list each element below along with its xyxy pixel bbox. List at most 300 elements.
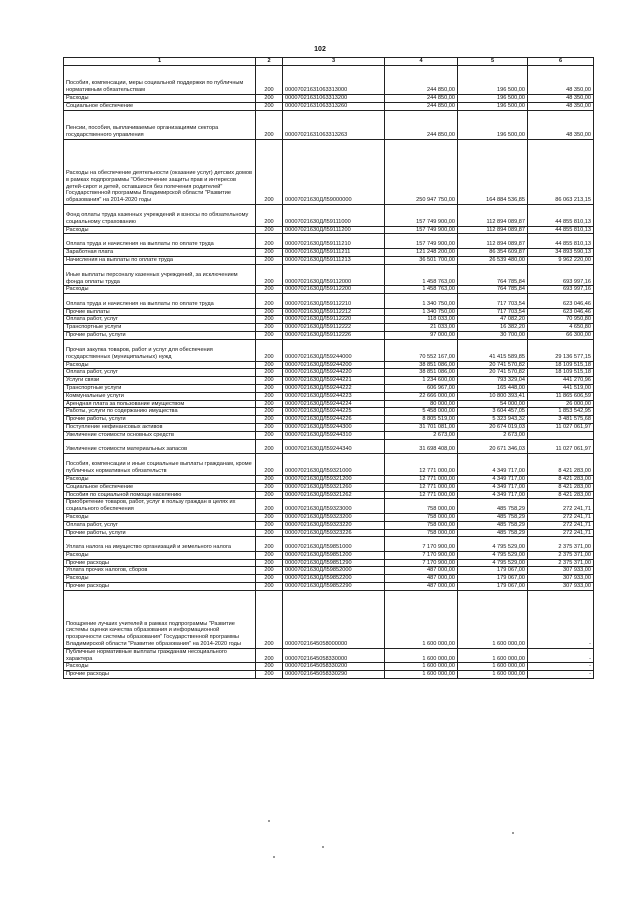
- cell-code: 200: [256, 110, 283, 139]
- cell-code: 200: [256, 483, 283, 491]
- cell-v5: 717 703,54: [458, 308, 528, 316]
- cell-v6: 44 855 810,13: [528, 226, 594, 234]
- cell-name: Коммунальные услуги: [64, 392, 256, 400]
- cell-v4: 244 850,00: [385, 102, 458, 110]
- cell-v4: 8 805 519,00: [385, 416, 458, 424]
- table-row: [64, 582, 594, 590]
- cell-kbk: 00007021630ДЛ59851290: [283, 559, 385, 567]
- cell-v5: 165 448,00: [458, 385, 528, 393]
- table-row: [64, 590, 594, 648]
- cell-name: Приобретение товаров, работ, услуг в пользу граждан в целях их социального обеспечения: [64, 499, 256, 514]
- cell-code: 200: [256, 324, 283, 332]
- cell-kbk: 00007021630ДЛ59321200: [283, 475, 385, 483]
- cell-code: 200: [256, 400, 283, 408]
- cell-name: Пособия, компенсации, меры социальной поддержки по публичным нормативным обязательствам: [64, 66, 256, 95]
- cell-v6: 623 046,46: [528, 294, 594, 309]
- cell-code: 200: [256, 95, 283, 103]
- cell-code: 200: [256, 332, 283, 340]
- cell-code: 200: [256, 139, 283, 204]
- table-row: [64, 377, 594, 385]
- table-row: [64, 264, 594, 286]
- cell-code: 200: [256, 499, 283, 514]
- table-row: [64, 226, 594, 234]
- cell-code: 200: [256, 424, 283, 432]
- cell-kbk: 00007021645058330290: [283, 671, 385, 679]
- cell-kbk: 00007021630ДЛ59244300: [283, 424, 385, 432]
- scan-speck: [322, 846, 324, 848]
- table-row: [64, 551, 594, 559]
- cell-kbk: 00007021630ДЛ59111210: [283, 234, 385, 249]
- cell-kbk: 00007021630ДЛ59244340: [283, 439, 385, 454]
- table-row: [64, 248, 594, 256]
- cell-kbk: 00007021630ДЛ59244220: [283, 369, 385, 377]
- cell-v6: 18 109 515,18: [528, 361, 594, 369]
- cell-v6: 29 136 577,15: [528, 339, 594, 361]
- cell-v4: 121 248 200,00: [385, 248, 458, 256]
- cell-v6: 272 241,71: [528, 529, 594, 537]
- cell-v6: 11 865 606,59: [528, 392, 594, 400]
- cell-name: Прочие расходы: [64, 559, 256, 567]
- table-row: [64, 499, 594, 514]
- scan-speck: [268, 820, 270, 822]
- cell-name: Фонд оплаты труда казенных учреждений и взносы по обязательному социальному страхованию: [64, 204, 256, 226]
- cell-v4: 1 234 600,00: [385, 377, 458, 385]
- cell-v4: 12 771 000,00: [385, 475, 458, 483]
- scan-speck: [512, 832, 514, 834]
- cell-v6: 693 997,16: [528, 264, 594, 286]
- cell-kbk: 00007021630ДЛ59111211: [283, 248, 385, 256]
- header-cell: 6: [528, 58, 594, 66]
- cell-v6: 9 962 220,00: [528, 256, 594, 264]
- cell-name: Пенсии, пособия, выплачиваемые организациями сектора государственного управления: [64, 110, 256, 139]
- cell-kbk: 00007021630ДЛ59321260: [283, 483, 385, 491]
- cell-v5: 1 600 000,00: [458, 671, 528, 679]
- cell-code: 200: [256, 671, 283, 679]
- cell-v4: 7 170 900,00: [385, 537, 458, 552]
- cell-name: Оплата труда и начисления на выплаты по оплате труда: [64, 294, 256, 309]
- cell-name: Прочие работы, услуги: [64, 332, 256, 340]
- table-row: [64, 308, 594, 316]
- cell-kbk: 00007021631063313000: [283, 66, 385, 95]
- cell-code: 200: [256, 102, 283, 110]
- cell-v5: 30 700,00: [458, 332, 528, 340]
- cell-name: Прочие выплаты: [64, 308, 256, 316]
- table-row: [64, 559, 594, 567]
- cell-v6: 8 421 283,00: [528, 483, 594, 491]
- cell-v4: 38 851 086,00: [385, 361, 458, 369]
- cell-v4: 244 850,00: [385, 66, 458, 95]
- cell-v5: 47 082,20: [458, 316, 528, 324]
- cell-name: Транспортные услуги: [64, 385, 256, 393]
- cell-kbk: 00007021630ДЛ59323226: [283, 529, 385, 537]
- cell-code: 200: [256, 537, 283, 552]
- cell-code: 200: [256, 204, 283, 226]
- cell-code: 200: [256, 308, 283, 316]
- cell-v6: 34 893 590,13: [528, 248, 594, 256]
- cell-name: Услуги связи: [64, 377, 256, 385]
- cell-v4: 1 458 763,00: [385, 264, 458, 286]
- cell-kbk: 00007021630ДЛ59000000: [283, 139, 385, 204]
- scan-speck: [273, 856, 275, 858]
- cell-name: Оплата труда и начисления на выплаты по оплате труда: [64, 234, 256, 249]
- table-row: [64, 95, 594, 103]
- cell-v4: 36 501 700,00: [385, 256, 458, 264]
- table-row: [64, 102, 594, 110]
- cell-code: 200: [256, 226, 283, 234]
- table-row: [64, 424, 594, 432]
- cell-v6: 2 375 371,00: [528, 559, 594, 567]
- cell-kbk: 00007021645058000000: [283, 590, 385, 648]
- cell-v6: 48 350,00: [528, 95, 594, 103]
- cell-code: 200: [256, 491, 283, 499]
- cell-v5: 20 741 570,82: [458, 361, 528, 369]
- cell-v5: 5 323 943,32: [458, 416, 528, 424]
- cell-v4: 2 673,00: [385, 431, 458, 439]
- cell-kbk: 00007021630ДЛ59112226: [283, 332, 385, 340]
- cell-name: Расходы: [64, 361, 256, 369]
- cell-v5: 179 067,00: [458, 567, 528, 575]
- cell-code: 200: [256, 431, 283, 439]
- table-row: [64, 521, 594, 529]
- cell-v4: 487 000,00: [385, 567, 458, 575]
- cell-v6: 44 855 810,13: [528, 204, 594, 226]
- cell-v4: 31 698 408,00: [385, 439, 458, 454]
- cell-v4: 606 967,00: [385, 385, 458, 393]
- cell-v6: 8 421 283,00: [528, 491, 594, 499]
- cell-v6: 11 027 061,97: [528, 439, 594, 454]
- cell-code: 200: [256, 66, 283, 95]
- cell-name: Оплата работ, услуг: [64, 369, 256, 377]
- cell-v6: 272 241,71: [528, 513, 594, 521]
- table-row: [64, 204, 594, 226]
- cell-name: Социальное обеспечение: [64, 102, 256, 110]
- cell-v6: 48 350,00: [528, 102, 594, 110]
- cell-v4: 7 170 900,00: [385, 551, 458, 559]
- cell-code: 200: [256, 454, 283, 476]
- cell-code: 200: [256, 248, 283, 256]
- cell-kbk: 00007021630ДЛ59111000: [283, 204, 385, 226]
- cell-kbk: 00007021630ДЛ59244223: [283, 392, 385, 400]
- cell-v6: -: [528, 663, 594, 671]
- cell-name: Прочие работы, услуги: [64, 416, 256, 424]
- cell-name: Публичные нормативные выплаты гражданам несоциального характера: [64, 648, 256, 663]
- header-cell: 2: [256, 58, 283, 66]
- table-row: [64, 513, 594, 521]
- cell-v4: 7 170 900,00: [385, 559, 458, 567]
- cell-v5: 764 785,84: [458, 286, 528, 294]
- cell-name: Прочие работы, услуги: [64, 529, 256, 537]
- cell-code: 200: [256, 339, 283, 361]
- cell-kbk: 00007021630ДЛ59851000: [283, 537, 385, 552]
- cell-kbk: 00007021631063313260: [283, 102, 385, 110]
- cell-v4: 244 850,00: [385, 110, 458, 139]
- cell-v5: 793 329,04: [458, 377, 528, 385]
- cell-code: 200: [256, 294, 283, 309]
- cell-v4: 244 850,00: [385, 95, 458, 103]
- cell-v5: 20 741 570,82: [458, 369, 528, 377]
- cell-v5: 86 354 609,87: [458, 248, 528, 256]
- cell-v6: 272 241,71: [528, 521, 594, 529]
- cell-v4: 487 000,00: [385, 575, 458, 583]
- table-row: [64, 529, 594, 537]
- page-number: 102: [314, 46, 326, 53]
- cell-code: 200: [256, 264, 283, 286]
- cell-kbk: 00007021645058330000: [283, 648, 385, 663]
- cell-v5: 179 067,00: [458, 575, 528, 583]
- cell-v6: 2 375 371,00: [528, 537, 594, 552]
- cell-v6: 48 350,00: [528, 110, 594, 139]
- cell-v6: 2 375 371,00: [528, 551, 594, 559]
- cell-kbk: 00007021630ДЛ59852200: [283, 575, 385, 583]
- cell-v4: 487 000,00: [385, 582, 458, 590]
- cell-name: Расходы: [64, 226, 256, 234]
- cell-kbk: 00007021630ДЛ59244226: [283, 416, 385, 424]
- cell-v4: 758 000,00: [385, 521, 458, 529]
- table-row: [64, 110, 594, 139]
- cell-v4: 1 600 000,00: [385, 590, 458, 648]
- cell-v5: 112 894 089,87: [458, 234, 528, 249]
- cell-v6: 11 027 061,97: [528, 424, 594, 432]
- cell-v4: 1 458 763,00: [385, 286, 458, 294]
- header-cell: 5: [458, 58, 528, 66]
- cell-v4: 80 000,00: [385, 400, 458, 408]
- cell-code: 200: [256, 256, 283, 264]
- cell-code: 200: [256, 377, 283, 385]
- cell-code: 200: [256, 590, 283, 648]
- cell-code: 200: [256, 575, 283, 583]
- cell-v6: [528, 431, 594, 439]
- cell-code: 200: [256, 361, 283, 369]
- cell-kbk: 00007021630ДЛ59112222: [283, 324, 385, 332]
- table-row: [64, 431, 594, 439]
- table-row: [64, 567, 594, 575]
- cell-name: Расходы: [64, 475, 256, 483]
- header-cell: 1: [64, 58, 256, 66]
- cell-v6: 441 270,96: [528, 377, 594, 385]
- cell-v5: 196 500,00: [458, 95, 528, 103]
- cell-v6: 693 997,16: [528, 286, 594, 294]
- cell-v4: 12 771 000,00: [385, 454, 458, 476]
- table-row: [64, 234, 594, 249]
- cell-v5: 112 894 089,87: [458, 204, 528, 226]
- cell-name: Увеличение стоимости основных средств: [64, 431, 256, 439]
- cell-name: Пособия по социальной помощи населению: [64, 491, 256, 499]
- cell-code: 200: [256, 648, 283, 663]
- cell-kbk: 00007021630ДЛ59852000: [283, 567, 385, 575]
- cell-v5: 164 884 536,85: [458, 139, 528, 204]
- cell-v4: 12 771 000,00: [385, 491, 458, 499]
- cell-name: Уплата налога на имущество организаций и земельного налога: [64, 537, 256, 552]
- cell-v6: 307 933,00: [528, 582, 594, 590]
- cell-name: Поступление нефинансовых активов: [64, 424, 256, 432]
- cell-v6: 623 046,46: [528, 308, 594, 316]
- cell-v4: 12 771 000,00: [385, 483, 458, 491]
- cell-kbk: 00007021630ДЛ59323000: [283, 499, 385, 514]
- cell-v5: 41 415 589,85: [458, 339, 528, 361]
- cell-kbk: 00007021630ДЛ59112220: [283, 316, 385, 324]
- cell-v5: 485 758,29: [458, 513, 528, 521]
- table-row: [64, 385, 594, 393]
- cell-code: 200: [256, 567, 283, 575]
- cell-v5: 179 067,00: [458, 582, 528, 590]
- cell-v4: 38 851 086,00: [385, 369, 458, 377]
- cell-code: 200: [256, 551, 283, 559]
- cell-v4: 5 458 000,00: [385, 408, 458, 416]
- cell-name: Заработная плата: [64, 248, 256, 256]
- cell-v5: 20 674 019,03: [458, 424, 528, 432]
- table-row: [64, 663, 594, 671]
- cell-kbk: 00007021630ДЛ59321000: [283, 454, 385, 476]
- cell-v5: 4 349 717,00: [458, 454, 528, 476]
- table-row: [64, 408, 594, 416]
- cell-v6: 3 481 575,68: [528, 416, 594, 424]
- cell-name: Расходы: [64, 95, 256, 103]
- cell-name: Поощрение лучших учителей в рамках подпрограммы "Развитие системы оценки качества образования и информационной прозрачности системы образования" Государственной программы Владимирской области "Развитие образования" на 2014-2020 годы: [64, 590, 256, 648]
- cell-v4: 1 600 000,00: [385, 663, 458, 671]
- cell-v4: 1 600 000,00: [385, 671, 458, 679]
- cell-v4: 1 340 750,00: [385, 294, 458, 309]
- cell-name: Арендная плата за пользование имуществом: [64, 400, 256, 408]
- cell-kbk: 00007021630ДЛ59244000: [283, 339, 385, 361]
- table-row: [64, 392, 594, 400]
- cell-name: Прочая закупка товаров, работ и услуг для обеспечения государственных (муниципальных) нужд: [64, 339, 256, 361]
- table-row: [64, 256, 594, 264]
- table-row: [64, 339, 594, 361]
- cell-code: 200: [256, 475, 283, 483]
- cell-v5: 196 500,00: [458, 66, 528, 95]
- cell-v5: 16 382,20: [458, 324, 528, 332]
- cell-v5: 485 758,29: [458, 521, 528, 529]
- cell-v6: -: [528, 590, 594, 648]
- cell-code: 200: [256, 416, 283, 424]
- cell-v6: 441 519,00: [528, 385, 594, 393]
- cell-v5: 1 600 000,00: [458, 663, 528, 671]
- table-row: [64, 66, 594, 95]
- cell-code: 200: [256, 385, 283, 393]
- cell-name: Социальное обеспечение: [64, 483, 256, 491]
- cell-kbk: 00007021631063313200: [283, 95, 385, 103]
- budget-execution-table: [63, 57, 594, 679]
- cell-name: Пособия, компенсации и иные социальные выплаты гражданам, кроме публичных нормативных обязательств: [64, 454, 256, 476]
- cell-name: Транспортные услуги: [64, 324, 256, 332]
- cell-v5: 2 673,00: [458, 431, 528, 439]
- cell-v4: 758 000,00: [385, 513, 458, 521]
- cell-v5: 485 758,29: [458, 529, 528, 537]
- cell-v5: 196 500,00: [458, 110, 528, 139]
- table-row: [64, 439, 594, 454]
- cell-code: 200: [256, 408, 283, 416]
- cell-v4: 22 666 000,00: [385, 392, 458, 400]
- cell-v6: 4 650,80: [528, 324, 594, 332]
- cell-v6: 26 000,00: [528, 400, 594, 408]
- cell-code: 200: [256, 392, 283, 400]
- table-row: [64, 316, 594, 324]
- cell-v4: 758 000,00: [385, 529, 458, 537]
- cell-name: Оплата работ, услуг: [64, 316, 256, 324]
- cell-v4: 157 749 900,00: [385, 204, 458, 226]
- cell-kbk: 00007021630ДЛ59112000: [283, 264, 385, 286]
- cell-code: 200: [256, 521, 283, 529]
- cell-kbk: 00007021645058330200: [283, 663, 385, 671]
- cell-v5: 20 671 346,03: [458, 439, 528, 454]
- cell-kbk: 00007021630ДЛ59244200: [283, 361, 385, 369]
- cell-v4: 250 947 750,00: [385, 139, 458, 204]
- table-row: [64, 400, 594, 408]
- cell-v4: 1 600 000,00: [385, 648, 458, 663]
- cell-name: Начисления на выплаты по оплате труда: [64, 256, 256, 264]
- cell-kbk: 00007021630ДЛ59112210: [283, 294, 385, 309]
- cell-kbk: 00007021630ДЛ59112200: [283, 286, 385, 294]
- cell-name: Иные выплаты персоналу казенных учреждений, за исключением фонда оплаты труда: [64, 264, 256, 286]
- cell-code: 200: [256, 234, 283, 249]
- cell-v4: 21 033,00: [385, 324, 458, 332]
- cell-name: Расходы: [64, 286, 256, 294]
- cell-v6: 44 855 810,13: [528, 234, 594, 249]
- cell-code: 200: [256, 369, 283, 377]
- cell-kbk: 00007021630ДЛ59851200: [283, 551, 385, 559]
- cell-v5: 4 795 529,00: [458, 537, 528, 552]
- table-row: [64, 332, 594, 340]
- cell-kbk: 00007021630ДЛ59852290: [283, 582, 385, 590]
- cell-v6: 8 421 283,00: [528, 475, 594, 483]
- table-row: [64, 491, 594, 499]
- cell-v6: 307 933,00: [528, 567, 594, 575]
- cell-v5: 4 349 717,00: [458, 491, 528, 499]
- cell-kbk: 00007021630ДЛ59321262: [283, 491, 385, 499]
- cell-v6: 48 350,00: [528, 66, 594, 95]
- cell-kbk: 00007021630ДЛ59323220: [283, 521, 385, 529]
- cell-name: Расходы: [64, 663, 256, 671]
- cell-name: Оплата работ, услуг: [64, 521, 256, 529]
- table-row: [64, 671, 594, 679]
- cell-code: 200: [256, 316, 283, 324]
- table-row: [64, 369, 594, 377]
- cell-v4: 97 000,00: [385, 332, 458, 340]
- cell-v6: 86 063 213,15: [528, 139, 594, 204]
- cell-v5: 3 604 457,05: [458, 408, 528, 416]
- table-row: [64, 139, 594, 204]
- cell-v6: 70 950,80: [528, 316, 594, 324]
- table-row: [64, 575, 594, 583]
- cell-v5: 1 600 000,00: [458, 648, 528, 663]
- cell-v5: 112 894 089,87: [458, 226, 528, 234]
- cell-name: Увеличение стоимости материальных запасов: [64, 439, 256, 454]
- cell-v5: 485 758,29: [458, 499, 528, 514]
- cell-v6: 307 933,00: [528, 575, 594, 583]
- cell-name: Расходы: [64, 513, 256, 521]
- table-row: [64, 537, 594, 552]
- cell-v5: 717 703,54: [458, 294, 528, 309]
- cell-kbk: 00007021630ДЛ59323200: [283, 513, 385, 521]
- cell-v6: 66 300,00: [528, 332, 594, 340]
- table-row: [64, 286, 594, 294]
- cell-v5: 4 795 529,00: [458, 551, 528, 559]
- cell-v5: 26 539 480,00: [458, 256, 528, 264]
- table-row: [64, 648, 594, 663]
- table-row: [64, 416, 594, 424]
- header-row: [64, 58, 594, 66]
- cell-v4: 758 000,00: [385, 499, 458, 514]
- cell-code: 200: [256, 663, 283, 671]
- cell-code: 200: [256, 529, 283, 537]
- cell-v4: 118 033,00: [385, 316, 458, 324]
- cell-v4: 157 749 900,00: [385, 234, 458, 249]
- cell-v6: 272 241,71: [528, 499, 594, 514]
- table-row: [64, 324, 594, 332]
- cell-kbk: 00007021630ДЛ59244310: [283, 431, 385, 439]
- cell-kbk: 00007021630ДЛ59244224: [283, 400, 385, 408]
- table-row: [64, 454, 594, 476]
